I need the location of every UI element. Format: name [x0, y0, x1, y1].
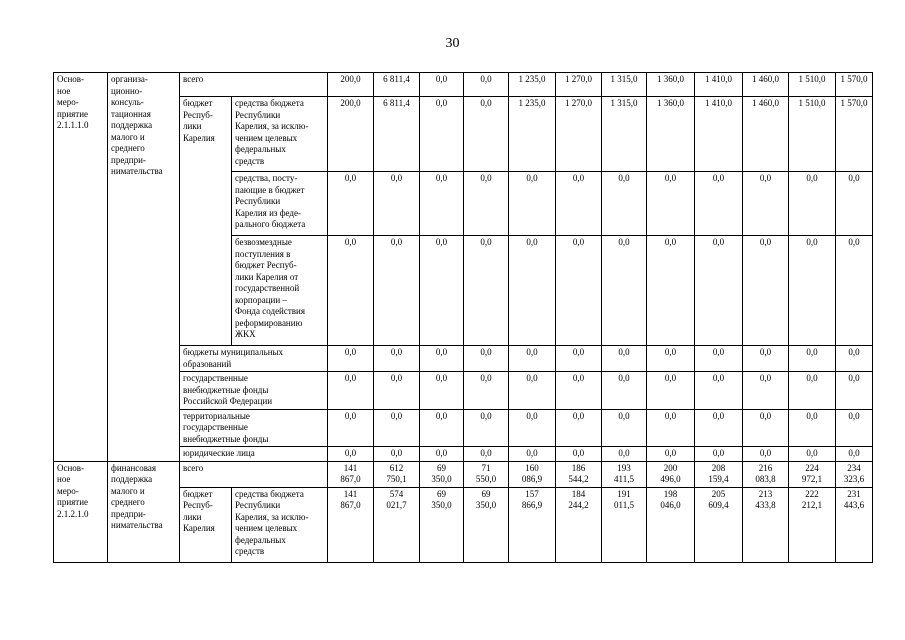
- value-cell: 0,0: [420, 73, 464, 97]
- value-cell: 0,0: [647, 236, 695, 346]
- value-cell: 0,0: [509, 447, 556, 462]
- value-cell: 0,0: [420, 97, 464, 172]
- value-cell: 1 360,0: [647, 73, 695, 97]
- value-cell: 0,0: [602, 236, 647, 346]
- value-cell: 1 510,0: [789, 73, 836, 97]
- value-cell: 574 021,7: [374, 487, 420, 562]
- value-cell: 0,0: [509, 372, 556, 410]
- value-cell: 193 411,5: [602, 461, 647, 487]
- value-cell: 216 083,8: [743, 461, 789, 487]
- republic-budget-label-cell: бюджет Респуб- лики Карелия: [180, 97, 232, 346]
- value-cell: 160 086,9: [509, 461, 556, 487]
- value-cell: 0,0: [374, 236, 420, 346]
- value-cell: 1 270,0: [556, 73, 602, 97]
- value-cell: 6 811,4: [374, 73, 420, 97]
- value-cell: 234 323,6: [836, 461, 873, 487]
- value-cell: 200 496,0: [647, 461, 695, 487]
- value-cell: 213 433,8: [743, 487, 789, 562]
- value-cell: 0,0: [464, 73, 509, 97]
- value-cell: 1 315,0: [602, 73, 647, 97]
- value-cell: 0,0: [328, 346, 374, 372]
- value-cell: 0,0: [464, 447, 509, 462]
- value-cell: 0,0: [464, 236, 509, 346]
- value-cell: 1 235,0: [509, 97, 556, 172]
- value-cell: 0,0: [420, 447, 464, 462]
- value-cell: 1 360,0: [647, 97, 695, 172]
- value-cell: 157 866,9: [509, 487, 556, 562]
- value-cell: 0,0: [836, 372, 873, 410]
- source-label-cell: средства, посту- пающие в бюджет Республики Карелия из феде- рального бюджета: [232, 172, 328, 236]
- value-cell: 0,0: [420, 172, 464, 236]
- value-cell: 0,0: [602, 346, 647, 372]
- value-cell: 0,0: [789, 236, 836, 346]
- value-cell: 71 550,0: [464, 461, 509, 487]
- value-cell: 0,0: [464, 409, 509, 447]
- value-cell: 0,0: [556, 346, 602, 372]
- value-cell: 0,0: [743, 372, 789, 410]
- source-label-cell: безвозмездные поступления в бюджет Респуб- лики Карелия от государственной корпорации – Фонда содействия реформированию ЖКХ: [232, 236, 328, 346]
- value-cell: 0,0: [420, 346, 464, 372]
- value-cell: 6 811,4: [374, 97, 420, 172]
- value-cell: 0,0: [695, 236, 743, 346]
- value-cell: 208 159,4: [695, 461, 743, 487]
- value-cell: 0,0: [695, 409, 743, 447]
- value-cell: 0,0: [602, 409, 647, 447]
- value-cell: 200,0: [328, 97, 374, 172]
- value-cell: 231 443,6: [836, 487, 873, 562]
- page-number: 30: [445, 36, 460, 51]
- source-label-cell: территориальные государственные внебюджетные фонды: [180, 409, 328, 447]
- value-cell: 0,0: [647, 172, 695, 236]
- event-name-cell: финансовая поддержка малого и среднего предпри- нимательства: [108, 461, 180, 562]
- value-cell: 1 570,0: [836, 73, 873, 97]
- budget-table-body: [54, 73, 873, 563]
- value-cell: 184 244,2: [556, 487, 602, 562]
- value-cell: 0,0: [789, 409, 836, 447]
- event-name-cell: организа- ционно- консуль- тационная поддержка малого и среднего предпри- нимательства: [108, 73, 180, 462]
- value-cell: 0,0: [602, 372, 647, 410]
- value-cell: 1 460,0: [743, 73, 789, 97]
- value-cell: 0,0: [743, 236, 789, 346]
- table-row: [54, 461, 873, 487]
- value-cell: 0,0: [836, 409, 873, 447]
- value-cell: 0,0: [328, 372, 374, 410]
- value-cell: 198 046,0: [647, 487, 695, 562]
- value-cell: 0,0: [328, 447, 374, 462]
- value-cell: 0,0: [556, 172, 602, 236]
- value-cell: 0,0: [836, 172, 873, 236]
- value-cell: 1 410,0: [695, 73, 743, 97]
- source-label-cell: всего: [180, 73, 328, 97]
- value-cell: 0,0: [420, 409, 464, 447]
- value-cell: 0,0: [743, 346, 789, 372]
- value-cell: 222 212,1: [789, 487, 836, 562]
- value-cell: 0,0: [328, 409, 374, 447]
- value-cell: 0,0: [836, 346, 873, 372]
- republic-budget-label-cell: бюджет Респуб- лики Карелия: [180, 487, 232, 562]
- value-cell: 1 270,0: [556, 97, 602, 172]
- value-cell: 69 350,0: [464, 487, 509, 562]
- value-cell: 0,0: [328, 236, 374, 346]
- value-cell: 0,0: [556, 372, 602, 410]
- value-cell: 1 510,0: [789, 97, 836, 172]
- source-label-cell: юридические лица: [180, 447, 328, 462]
- value-cell: 191 011,5: [602, 487, 647, 562]
- value-cell: 205 609,4: [695, 487, 743, 562]
- value-cell: 0,0: [328, 172, 374, 236]
- value-cell: 0,0: [602, 172, 647, 236]
- value-cell: 200,0: [328, 73, 374, 97]
- value-cell: 1 410,0: [695, 97, 743, 172]
- value-cell: 0,0: [743, 447, 789, 462]
- value-cell: 0,0: [789, 172, 836, 236]
- value-cell: 612 750,1: [374, 461, 420, 487]
- value-cell: 0,0: [374, 172, 420, 236]
- value-cell: 0,0: [836, 447, 873, 462]
- value-cell: 0,0: [695, 346, 743, 372]
- value-cell: 69 350,0: [420, 461, 464, 487]
- value-cell: 0,0: [836, 236, 873, 346]
- value-cell: 0,0: [695, 372, 743, 410]
- value-cell: 69 350,0: [420, 487, 464, 562]
- source-label-cell: бюджеты муниципальных образований: [180, 346, 328, 372]
- table-row: [54, 73, 873, 97]
- value-cell: 0,0: [789, 447, 836, 462]
- value-cell: 0,0: [464, 346, 509, 372]
- value-cell: 1 570,0: [836, 97, 873, 172]
- value-cell: 141 867,0: [328, 461, 374, 487]
- value-cell: 0,0: [556, 409, 602, 447]
- source-label-cell: средства бюджета Республики Карелия, за исклю- чением целевых федеральных средств: [232, 97, 328, 172]
- value-cell: 1 460,0: [743, 97, 789, 172]
- value-cell: 0,0: [647, 447, 695, 462]
- value-cell: 0,0: [464, 372, 509, 410]
- value-cell: 0,0: [509, 409, 556, 447]
- value-cell: 0,0: [509, 172, 556, 236]
- value-cell: 0,0: [464, 172, 509, 236]
- value-cell: 0,0: [647, 409, 695, 447]
- value-cell: 0,0: [509, 346, 556, 372]
- value-cell: 1 235,0: [509, 73, 556, 97]
- event-code-cell: Основ- ное меро- приятие 2.1.2.1.0: [54, 461, 108, 562]
- source-label-cell: средства бюджета Республики Карелия, за исклю- чением целевых федеральных средств: [232, 487, 328, 562]
- value-cell: 0,0: [789, 346, 836, 372]
- budget-table: [53, 72, 873, 563]
- value-cell: 224 972,1: [789, 461, 836, 487]
- value-cell: 186 544,2: [556, 461, 602, 487]
- value-cell: 0,0: [374, 372, 420, 410]
- value-cell: 0,0: [647, 372, 695, 410]
- value-cell: 1 315,0: [602, 97, 647, 172]
- value-cell: 0,0: [556, 447, 602, 462]
- value-cell: 0,0: [374, 447, 420, 462]
- value-cell: 0,0: [602, 447, 647, 462]
- event-code-cell: Основ- ное меро- приятие 2.1.1.1.0: [54, 73, 108, 462]
- value-cell: 0,0: [789, 372, 836, 410]
- value-cell: 0,0: [695, 172, 743, 236]
- value-cell: 0,0: [374, 409, 420, 447]
- source-label-cell: государственные внебюджетные фонды Российской Федерации: [180, 372, 328, 410]
- value-cell: 0,0: [743, 172, 789, 236]
- value-cell: 0,0: [420, 236, 464, 346]
- value-cell: 0,0: [556, 236, 602, 346]
- value-cell: 0,0: [420, 372, 464, 410]
- source-label-cell: всего: [180, 461, 328, 487]
- value-cell: 0,0: [464, 97, 509, 172]
- value-cell: 0,0: [695, 447, 743, 462]
- value-cell: 0,0: [647, 346, 695, 372]
- value-cell: 0,0: [743, 409, 789, 447]
- value-cell: 0,0: [374, 346, 420, 372]
- value-cell: 141 867,0: [328, 487, 374, 562]
- value-cell: 0,0: [509, 236, 556, 346]
